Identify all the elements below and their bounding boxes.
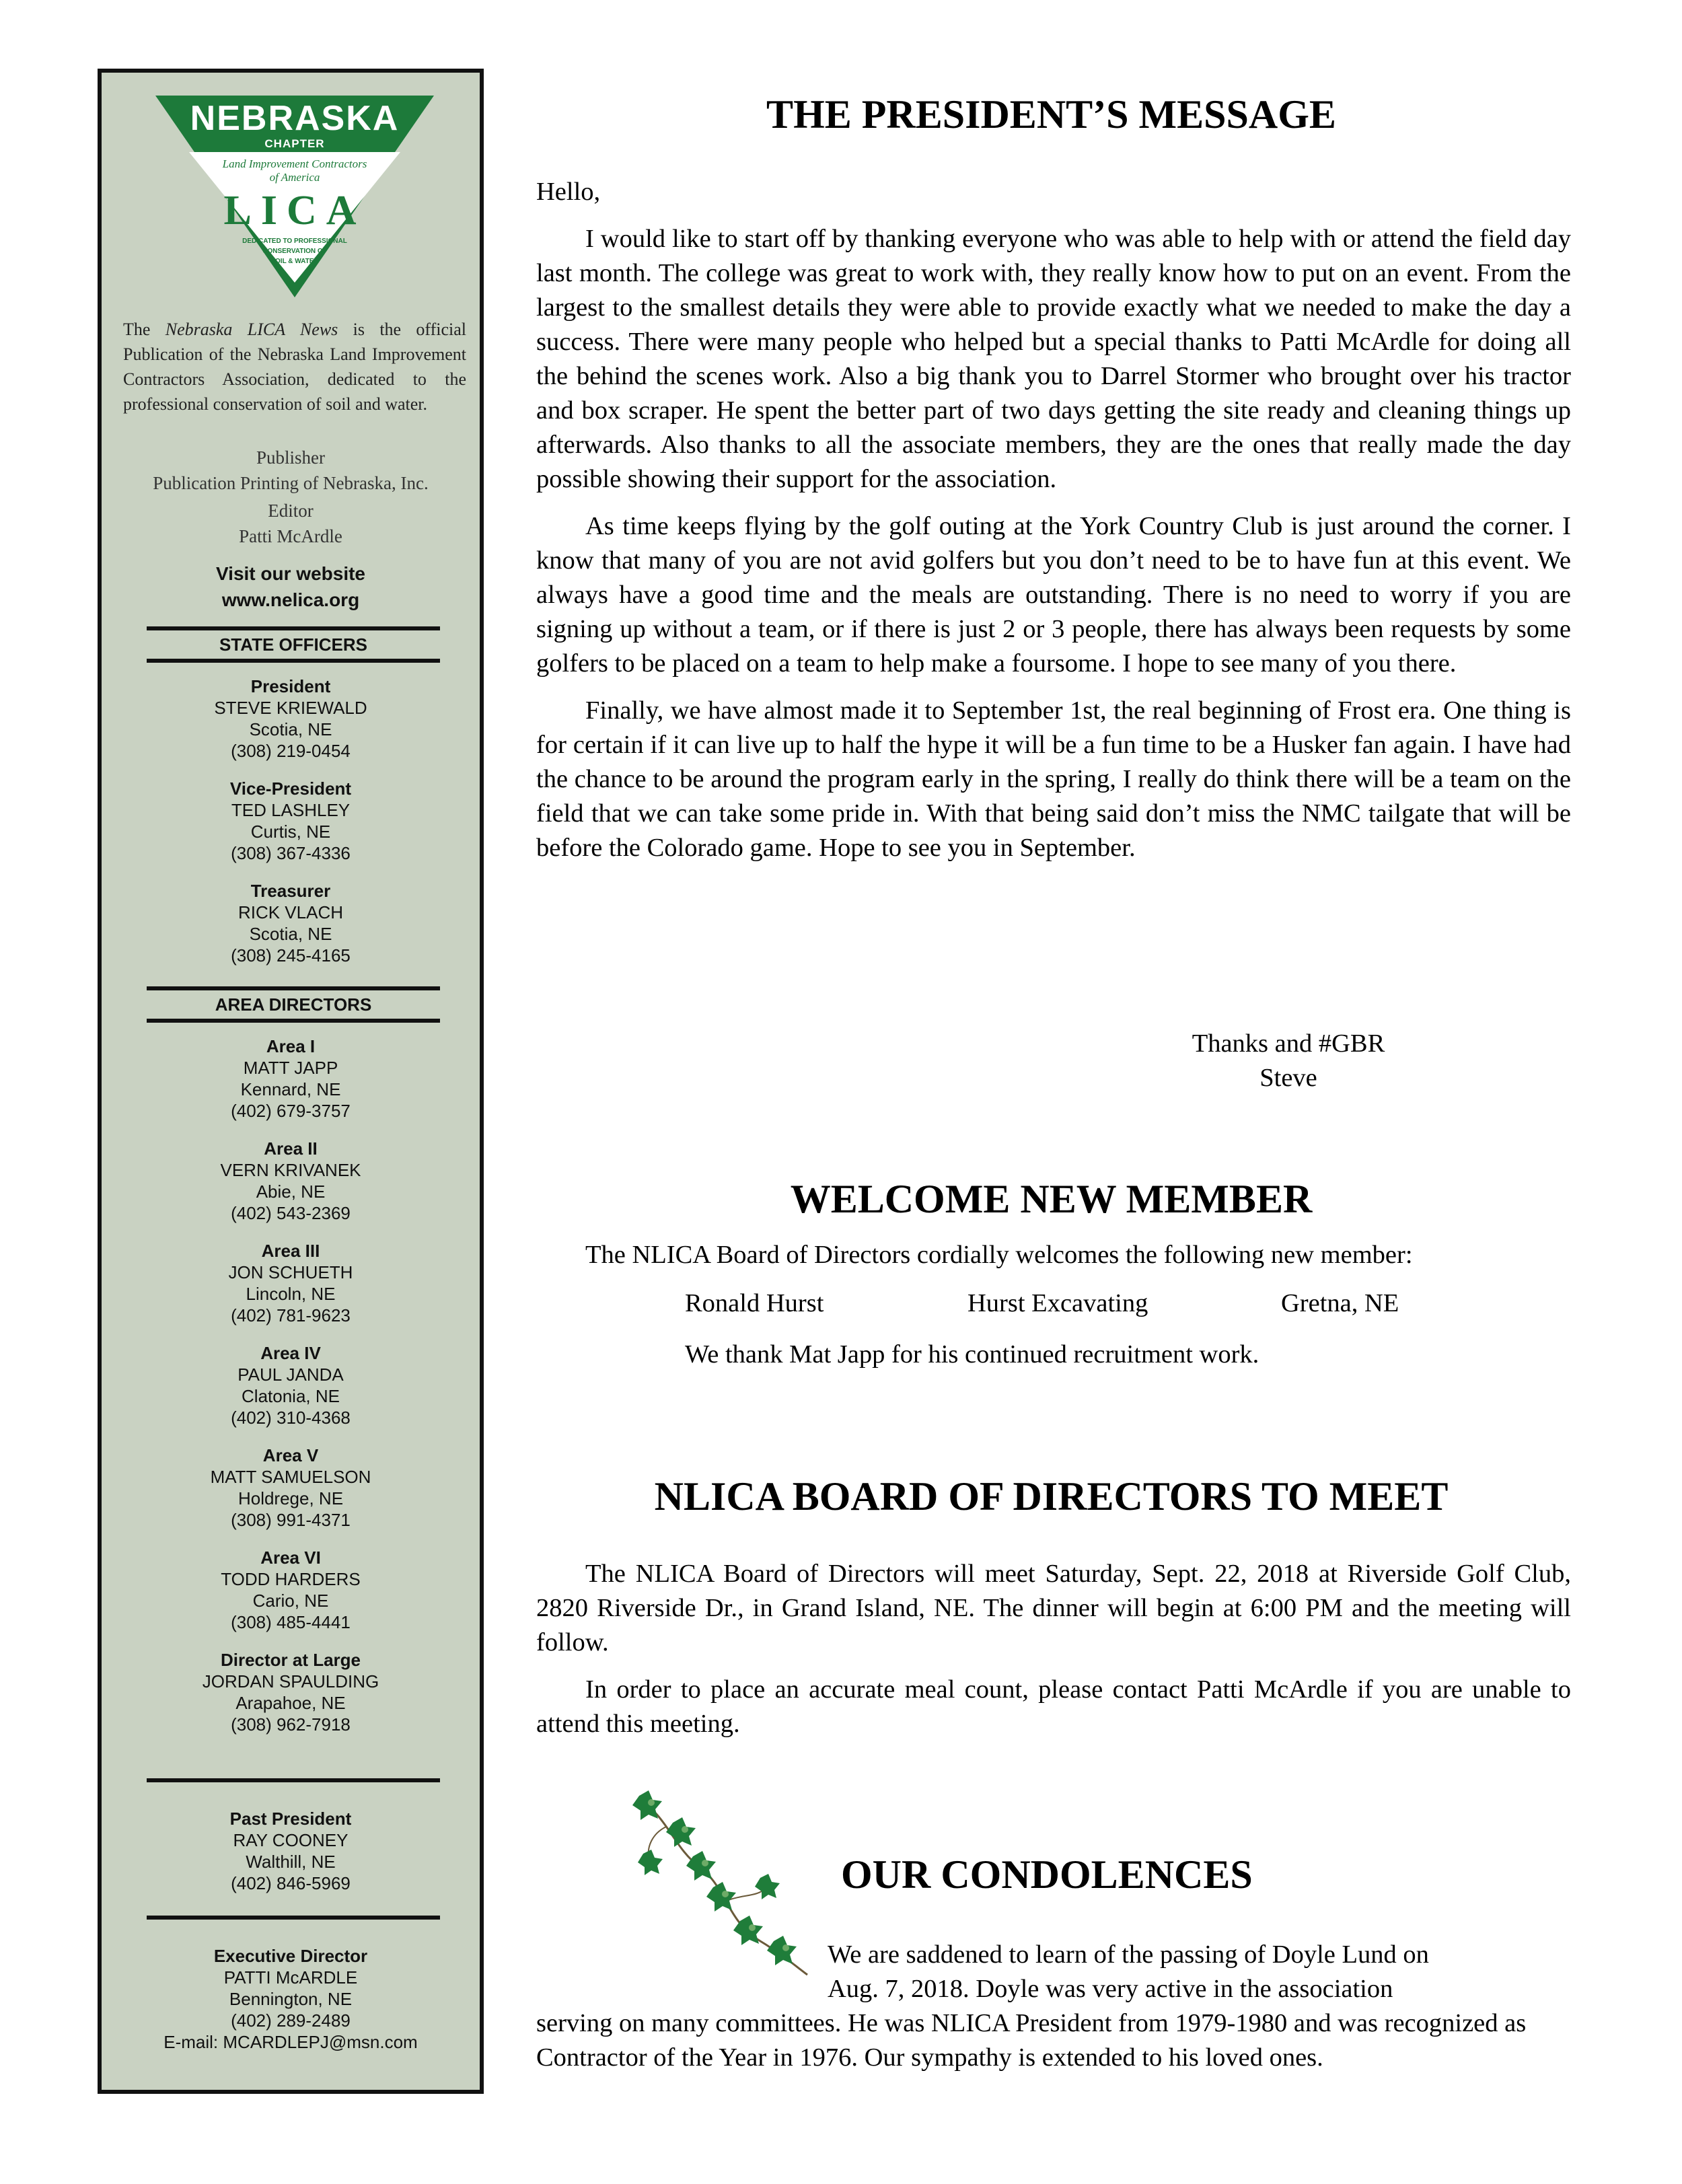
president-paragraph-2: As time keeps flying by the golf outing at the York Country Club is just around the corner. I know that many of you are not avid golfers but you don’t need to be to have fun at this event. We always have a good time and the meals are outstanding. There is no need to worry if you are signing up without a team, or if there is just 2 or 3 people, there has always been requests by some golfers to be placed on a team to help make a foursome. I hope to see many of you there. <box>536 512 1571 678</box>
past-president-phone: (402) 846-5969 <box>231 1873 351 1893</box>
director-area-6 <box>102 1547 480 1633</box>
condolences-line-2: Aug. 7, 2018. Doyle was very active in the association <box>828 1975 1393 2003</box>
welcome-intro: The NLICA Board of Directors cordially welcomes the following new member: <box>585 1241 1413 1269</box>
intro-pre: The <box>123 320 166 339</box>
director-city: Holdrege, NE <box>237 1488 344 1508</box>
officer-phone: (308) 367-4336 <box>231 843 351 863</box>
editor-name: Patti McArdle <box>239 526 342 546</box>
director-city: Arapahoe, NE <box>235 1693 346 1713</box>
logo-chapter: CHAPTER <box>264 137 325 150</box>
executive-director <box>102 1945 480 2053</box>
officer-title: President <box>250 676 331 696</box>
director-title: Area VI <box>260 1548 321 1568</box>
closing: Thanks and #GBR <box>1192 1029 1385 1058</box>
officer-title: Treasurer <box>250 881 331 901</box>
director-title: Area III <box>261 1241 320 1261</box>
new-member-city: Gretna, NE <box>1281 1289 1399 1317</box>
publication-intro <box>123 317 466 416</box>
welcome-heading: WELCOME NEW MEMBER <box>790 1177 1313 1221</box>
past-president-city: Walthill, NE <box>246 1852 336 1872</box>
director-name: JON SCHUETH <box>228 1262 353 1282</box>
director-city: Abie, NE <box>256 1181 326 1202</box>
logo-tagline-2: CONSERVATION OF <box>262 248 327 255</box>
director-title: Area II <box>264 1138 318 1159</box>
officer-treasurer <box>102 880 480 966</box>
divider <box>147 1916 440 1920</box>
logo-state: NEBRASKA <box>190 99 400 138</box>
executive-director-city: Bennington, NE <box>229 1989 353 2009</box>
director-name: PAUL JANDA <box>237 1364 344 1385</box>
director-name: MATT SAMUELSON <box>210 1467 371 1487</box>
executive-director-email[interactable]: E-mail: MCARDLEPJ@msn.com <box>163 2032 418 2052</box>
director-name: TODD HARDERS <box>221 1569 361 1589</box>
officer-name: STEVE KRIEWALD <box>214 698 367 718</box>
officer-name: RICK VLACH <box>237 902 344 922</box>
greeting: Hello, <box>536 178 601 206</box>
condolences-rest: serving on many committees. He was NLICA President from 1979-1980 and was recognized as Contractor of the Year in 1976. Our sympathy is extended to his loved ones. <box>536 2009 1527 2072</box>
director-area-3 <box>102 1240 480 1326</box>
director-city: Lincoln, NE <box>246 1284 336 1304</box>
officer-city: Scotia, NE <box>249 924 332 944</box>
president-paragraph-3: Finally, we have almost made it to September 1st, the real beginning of Frost era. One thing is for certain if it can live up to half the hype it will be a fun time to be a Husker fan again. I have had the chance to be around the program early in the spring, I really do think there will be a team on the field that we can take some pride in. With that being said don’t miss the NMC tailgate that will be before the Colorado game. Hope to see you in September. <box>536 696 1571 862</box>
editor-label: Editor <box>268 501 314 521</box>
president-message-body <box>536 175 1571 865</box>
director-area-4 <box>102 1342 480 1428</box>
executive-director-title: Executive Director <box>213 1946 368 1966</box>
signature: Steve <box>1259 1064 1317 1092</box>
logo-name-line1: Land Improvement Contractors <box>222 157 367 170</box>
website-link[interactable]: www.nelica.org <box>221 589 360 610</box>
director-city: Kennard, NE <box>240 1079 341 1099</box>
officer-phone: (308) 219-0454 <box>231 741 351 761</box>
director-phone: (308) 485-4441 <box>231 1612 351 1632</box>
director-phone: (308) 991-4371 <box>231 1510 351 1530</box>
director-phone: (402) 781-9623 <box>231 1305 351 1325</box>
welcome-thanks: We thank Mat Japp for his continued recruitment work. <box>685 1340 1259 1369</box>
sidebar <box>98 69 484 2094</box>
director-area-1 <box>102 1035 480 1122</box>
president-paragraph-1: I would like to start off by thanking everyone who was able to help with or attend the field day last month. The college was great to work with, they really know how to put on an event. From the largest to the smallest details they were able to provide exactly what we needed to make the day a success. There were many people who helped but a special thanks to Patti McArdle for doing all the behind the scenes work. Also a big thank you to Darrel Stormer who brought over his tractor and box scraper. He spent the better part of two days getting the site ready and cleaning things up afterwards. Also thanks to all the associate members, they are the ones that really made the day possible showing their support for the association. <box>536 225 1571 493</box>
past-president-title: Past President <box>229 1809 352 1829</box>
director-name: VERN KRIVANEK <box>220 1160 361 1180</box>
president-signoff <box>1076 1027 1500 1095</box>
logo-tagline-3: SOIL & WATER <box>270 258 319 265</box>
intro-publication-name: Nebraska LICA News <box>165 320 338 339</box>
director-city: Cario, NE <box>252 1591 329 1611</box>
publisher-name: Publication Printing of Nebraska, Inc. <box>153 473 429 493</box>
board-paragraph-1: The NLICA Board of Directors will meet Saturday, Sept. 22, 2018 at Riverside Golf Club, 2820 Riverside Dr., in Grand Island, NE. The dinner will begin at 6:00 PM and the meeting will follow. <box>536 1560 1571 1657</box>
director-phone: (402) 310-4368 <box>231 1408 351 1428</box>
new-member-company: Hurst Excavating <box>967 1289 1148 1317</box>
officer-vice-president <box>102 778 480 864</box>
new-member-name: Ronald Hurst <box>685 1289 824 1317</box>
logo-name-line2: of America <box>269 171 320 184</box>
board-meeting-heading: NLICA BOARD OF DIRECTORS TO MEET <box>654 1474 1449 1519</box>
officer-phone: (308) 245-4165 <box>231 945 351 966</box>
executive-director-name: PATTI McARDLE <box>223 1967 358 1988</box>
officer-title: Vice-President <box>229 778 352 799</box>
executive-director-phone: (402) 289-2489 <box>231 2010 351 2031</box>
logo-tagline-1: DEDICATED TO PROFESSIONAL <box>242 238 347 245</box>
director-area-5 <box>102 1445 480 1531</box>
intro-post: is the official Publication of the Nebraska Land Improvement Contractors Association, dedicated to the professional conservation of soil and water. <box>123 320 467 414</box>
website-label: Visit our website <box>216 563 365 584</box>
state-officers-heading: STATE OFFICERS <box>147 626 440 663</box>
president-message-heading: THE PRESIDENT’S MESSAGE <box>766 92 1336 137</box>
board-meeting-body <box>536 1557 1571 1741</box>
officer-president <box>102 676 480 762</box>
past-president-name: RAY COONEY <box>233 1830 349 1850</box>
officer-city: Curtis, NE <box>250 822 331 842</box>
publisher-label: Publisher <box>256 447 325 468</box>
director-title: Area V <box>262 1445 319 1465</box>
past-president <box>102 1808 480 1894</box>
director-title: Director at Large <box>220 1650 361 1670</box>
director-title: Area IV <box>260 1343 321 1363</box>
condolences-line-1: We are saddened to learn of the passing of Doyle Lund on <box>828 1940 1429 1969</box>
director-phone: (402) 679-3757 <box>231 1101 351 1121</box>
director-city: Clatonia, NE <box>242 1386 340 1406</box>
officer-city: Scotia, NE <box>249 719 332 739</box>
board-paragraph-2: In order to place an accurate meal count, please contact Patti McArdle if you are unable to attend this meeting. <box>536 1675 1571 1738</box>
director-title: Area I <box>266 1036 316 1056</box>
director-name: MATT JAPP <box>243 1058 338 1078</box>
director-phone: (308) 962-7918 <box>231 1714 351 1735</box>
logo-acronym: LICA <box>223 188 366 233</box>
ivy-vine-illustration <box>626 1786 828 1981</box>
area-directors-heading: AREA DIRECTORS <box>147 986 440 1023</box>
director-area-2 <box>102 1138 480 1224</box>
director-phone: (402) 543-2369 <box>231 1203 351 1223</box>
director-at-large <box>102 1649 480 1735</box>
director-name: JORDAN SPAULDING <box>202 1671 379 1691</box>
divider <box>147 1778 440 1782</box>
officer-name: TED LASHLEY <box>231 800 351 820</box>
condolences-heading: OUR CONDOLENCES <box>841 1852 1253 1897</box>
logo-text <box>150 93 439 301</box>
